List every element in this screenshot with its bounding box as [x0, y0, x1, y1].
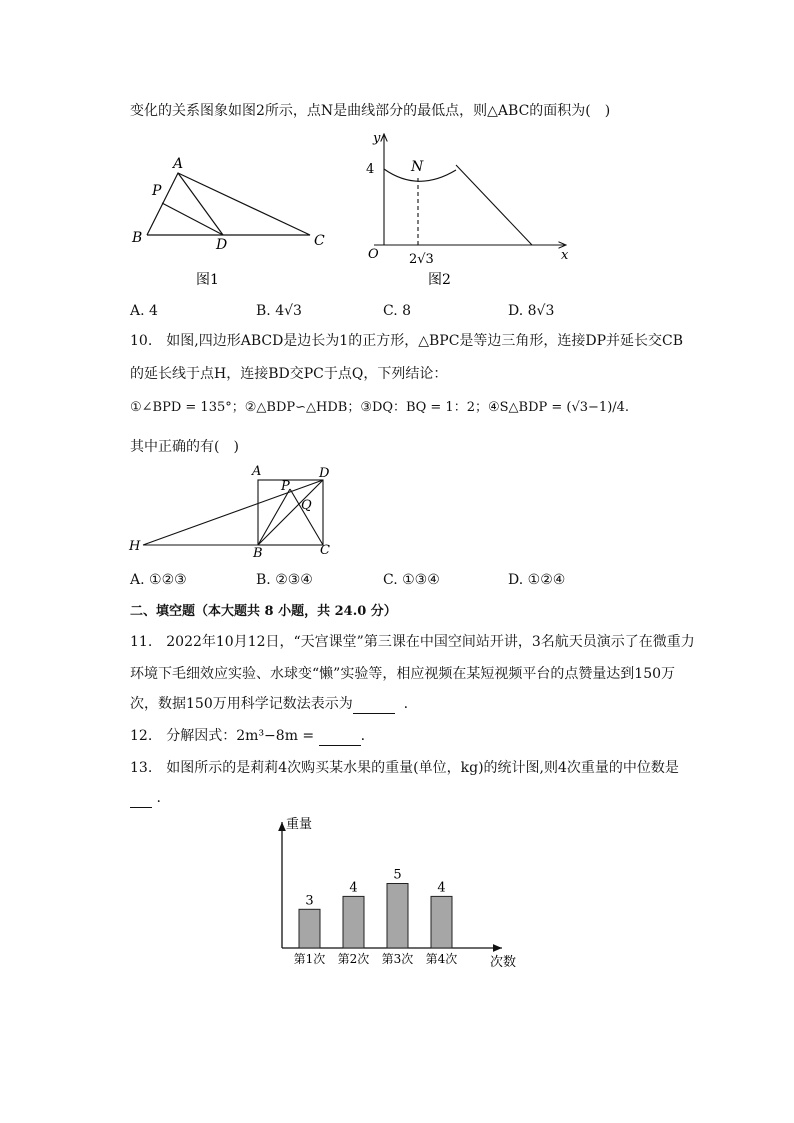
q9-option-c[interactable]: C. 8: [383, 303, 412, 319]
q10-conclusions: ①∠BPD = 135°；②△BDP∽△HDB；③DQ：BQ = 1：2；④S△BDP = (√3−1)/4.: [130, 400, 630, 415]
q11-text-line-2: 环境下毛细效应实验、水球变“懒”实验等，相应视频在某短视频平台的点赞量达到150万: [130, 666, 676, 682]
category-label-3: 第3次: [381, 952, 414, 966]
q9-figure-1: [125, 150, 340, 290]
label-h: H: [129, 539, 141, 554]
segment-hd: [143, 480, 323, 545]
q13-answer-blank[interactable]: [130, 793, 152, 808]
label-d: D: [319, 466, 330, 481]
q13-text-line-2: .: [130, 788, 161, 808]
label-a: A: [252, 464, 262, 479]
bar-value-label-1: 3: [305, 893, 314, 909]
q10-question: 其中正确的有( ): [130, 439, 239, 455]
bar-4: [431, 896, 452, 948]
q11-text-line-1: 11. 2022年10月12日，“天宫课堂”第三课在中国空间站开讲，3名航天员演示了在微重力: [130, 634, 695, 650]
figure-1-caption: 图1: [196, 272, 219, 288]
q10-option-d[interactable]: D. ①②④: [508, 572, 566, 588]
label-d: D: [216, 237, 228, 253]
y-tick-4: 4: [366, 162, 375, 177]
axis-y-label: y: [373, 131, 381, 146]
label-q: Q: [301, 498, 312, 513]
q11-text-line-3: 次，数据150万用科学记数法表示为 .: [130, 696, 409, 712]
segment-pd: [162, 203, 223, 235]
label-a: A: [173, 156, 184, 172]
q9-option-a[interactable]: A. 4: [130, 303, 158, 319]
segment-down: [456, 165, 532, 245]
bar-2: [343, 896, 364, 948]
q9-text-line: 变化的关系图象如图2所示，点N是曲线部分的最低点，则△ABC的面积为( ): [130, 103, 611, 119]
q9-option-b[interactable]: B. 4√3: [256, 303, 302, 319]
q10-figure: [125, 460, 345, 560]
q12-text-line: 12. 分解因式：2m³−8m = .: [130, 728, 366, 744]
label-p: P: [281, 479, 290, 494]
label-p: P: [152, 183, 162, 199]
q9-figure-2: [360, 128, 585, 290]
label-b: B: [132, 230, 143, 246]
figure-2-caption: 图2: [428, 272, 451, 288]
q10-option-a[interactable]: A. ①②③: [130, 572, 187, 588]
section-title: 二、填空题（本大题共 8 小题，共 24.0 分）: [130, 604, 397, 619]
weight-bar-chart: [262, 810, 527, 975]
triangle-abc: [147, 173, 310, 235]
category-label-1: 第1次: [293, 952, 326, 966]
segment-ad: [178, 173, 223, 235]
chart-x-label: 次数: [490, 955, 517, 970]
x-tick-2sqrt3: 2√3: [409, 252, 434, 267]
bar-value-label-3: 5: [393, 867, 402, 883]
chart-y-label: 重量: [286, 817, 313, 832]
q12-answer-blank[interactable]: [319, 731, 361, 746]
label-c: C: [314, 233, 325, 249]
bar-value-label-2: 4: [349, 880, 358, 896]
origin-label: O: [368, 247, 379, 262]
q13-text-line-1: 13. 如图所示的是莉莉4次购买某水果的重量(单位，kg)的统计图,则4次重量的中位数是: [130, 760, 679, 776]
bar-1: [299, 909, 320, 948]
label-c: C: [320, 543, 330, 558]
label-b: B: [253, 546, 263, 560]
point-n-label: N: [411, 159, 424, 175]
category-label-4: 第4次: [425, 952, 458, 966]
q10-option-b[interactable]: B. ②③④: [256, 572, 313, 588]
q9-option-d[interactable]: D. 8√3: [508, 303, 555, 319]
q11-answer-blank[interactable]: [353, 699, 395, 714]
category-label-2: 第2次: [337, 952, 370, 966]
bar-3: [387, 884, 408, 949]
q10-text-line-1: 10. 如图,四边形ABCD是边长为1的正方形，△BPC是等边三角形，连接DP并延长交CB: [130, 333, 684, 349]
bar-value-label-4: 4: [437, 880, 446, 896]
axis-x-label: x: [561, 248, 569, 263]
q10-option-c[interactable]: C. ①③④: [383, 572, 440, 588]
q10-text-line-2: 的延长线于点H，连接BD交PC于点Q，下列结论：: [130, 366, 448, 382]
